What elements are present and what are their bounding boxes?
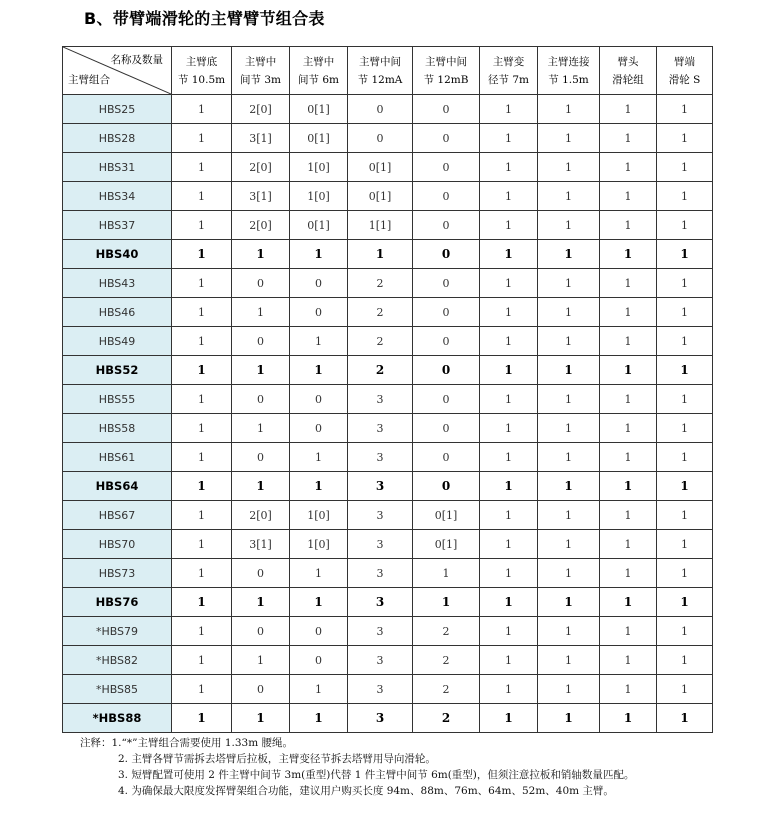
quantity-cell: 1 (538, 182, 600, 211)
quantity-cell: 1 (172, 356, 232, 385)
quantity-cell: 1 (538, 501, 600, 530)
quantity-cell: 1 (232, 472, 290, 501)
quantity-cell: 1 (172, 385, 232, 414)
quantity-cell: 1 (232, 588, 290, 617)
quantity-cell: 1 (480, 588, 538, 617)
header-row (63, 47, 713, 95)
quantity-cell: 1 (600, 211, 657, 240)
quantity-cell: 3 (348, 443, 413, 472)
quantity-cell: 0[1] (290, 211, 348, 240)
model-cell: HBS28 (63, 124, 172, 153)
quantity-cell: 1 (538, 704, 600, 733)
column-header (600, 47, 657, 95)
quantity-cell: 1 (172, 675, 232, 704)
quantity-cell: 0[1] (413, 530, 480, 559)
corner-label-top: 名称及数量 (110, 54, 163, 66)
quantity-cell: 1 (538, 356, 600, 385)
column-header-line2: 径节 7m (488, 73, 529, 86)
quantity-cell: 1 (480, 443, 538, 472)
quantity-cell: 1 (657, 559, 713, 588)
quantity-cell: 1 (657, 675, 713, 704)
table-row (63, 414, 713, 443)
quantity-cell: 2 (413, 675, 480, 704)
table-row (63, 617, 713, 646)
quantity-cell: 1 (538, 414, 600, 443)
note-line: 2. 主臂各臂节需拆去塔臂后拉板，主臂变径节拆去塔臂用导向滑轮。 (118, 753, 436, 765)
quantity-cell: 0[1] (348, 153, 413, 182)
quantity-cell: 1[0] (290, 182, 348, 211)
quantity-cell: 3 (348, 414, 413, 443)
quantity-cell: 1 (538, 269, 600, 298)
quantity-cell: 1 (600, 588, 657, 617)
column-header (232, 47, 290, 95)
quantity-cell: 3 (348, 617, 413, 646)
model-cell: HBS49 (63, 327, 172, 356)
quantity-cell: 1 (172, 704, 232, 733)
column-header-line2: 间节 6m (298, 73, 339, 86)
quantity-cell: 1 (600, 240, 657, 269)
quantity-cell: 0 (290, 385, 348, 414)
column-header-line2: 滑轮 S (668, 73, 701, 86)
quantity-cell: 1 (600, 124, 657, 153)
quantity-cell: 1 (657, 269, 713, 298)
quantity-cell: 1 (232, 240, 290, 269)
table-row (63, 327, 713, 356)
quantity-cell: 1 (657, 298, 713, 327)
quantity-cell: 1 (538, 385, 600, 414)
quantity-cell: 0 (413, 327, 480, 356)
quantity-cell: 2[0] (232, 153, 290, 182)
quantity-cell: 1 (538, 327, 600, 356)
quantity-cell: 1 (657, 501, 713, 530)
quantity-cell: 1 (480, 501, 538, 530)
quantity-cell: 1 (172, 443, 232, 472)
quantity-cell: 1 (600, 269, 657, 298)
column-header-line1: 主臂中 (244, 55, 277, 68)
quantity-cell: 1 (480, 240, 538, 269)
note-line: 注释：1.“*”主臂组合需要使用 1.33m 腰绳。 (80, 737, 294, 749)
quantity-cell: 0 (232, 269, 290, 298)
quantity-cell: 1 (172, 327, 232, 356)
quantity-cell: 0[1] (348, 182, 413, 211)
quantity-cell: 2 (348, 356, 413, 385)
quantity-cell: 1 (413, 588, 480, 617)
quantity-cell: 1 (348, 240, 413, 269)
table-row (63, 646, 713, 675)
quantity-cell: 0 (232, 385, 290, 414)
model-cell: HBS40 (63, 240, 172, 269)
column-header (172, 47, 232, 95)
note-line: 4. 为确保最大限度发挥臂架组合功能，建议用户购买长度 94m、88m、76m、64m、52m、40m 主臂。 (118, 785, 614, 797)
quantity-cell: 2 (413, 646, 480, 675)
quantity-cell: 1 (657, 617, 713, 646)
quantity-cell: 1 (480, 617, 538, 646)
quantity-cell: 3 (348, 559, 413, 588)
table-row (63, 472, 713, 501)
quantity-cell: 0 (413, 356, 480, 385)
quantity-cell: 1 (232, 414, 290, 443)
quantity-cell: 1 (290, 675, 348, 704)
quantity-cell: 1 (657, 95, 713, 124)
quantity-cell: 3[1] (232, 124, 290, 153)
quantity-cell: 1 (172, 182, 232, 211)
quantity-cell: 0 (232, 327, 290, 356)
table-row (63, 211, 713, 240)
quantity-cell: 1 (290, 704, 348, 733)
page-title: B、带臂端滑轮的主臂臂节组合表 (84, 9, 325, 28)
quantity-cell: 1 (657, 530, 713, 559)
model-cell: HBS61 (63, 443, 172, 472)
corner-label-bottom: 主臂组合 (68, 74, 110, 86)
quantity-cell: 0 (413, 153, 480, 182)
quantity-cell: 1 (657, 704, 713, 733)
column-header-line1: 臂端 (674, 55, 695, 68)
quantity-cell: 1 (172, 269, 232, 298)
model-cell: HBS73 (63, 559, 172, 588)
model-cell: HBS31 (63, 153, 172, 182)
quantity-cell: 1 (538, 124, 600, 153)
model-cell: HBS37 (63, 211, 172, 240)
table-row (63, 153, 713, 182)
quantity-cell: 1 (600, 356, 657, 385)
table-row (63, 124, 713, 153)
model-cell: HBS34 (63, 182, 172, 211)
quantity-cell: 1 (172, 559, 232, 588)
quantity-cell: 1 (538, 646, 600, 675)
quantity-cell: 0 (290, 646, 348, 675)
quantity-cell: 1 (657, 240, 713, 269)
quantity-cell: 1 (172, 298, 232, 327)
quantity-cell: 0[1] (413, 501, 480, 530)
quantity-cell: 1 (290, 559, 348, 588)
corner-header-cell (63, 47, 172, 95)
quantity-cell: 1 (480, 298, 538, 327)
table-row (63, 95, 713, 124)
quantity-cell: 0 (413, 414, 480, 443)
quantity-cell: 1 (172, 414, 232, 443)
quantity-cell: 1 (172, 211, 232, 240)
quantity-cell: 1 (538, 153, 600, 182)
quantity-cell: 1 (172, 472, 232, 501)
quantity-cell: 1 (290, 588, 348, 617)
note-line: 3. 短臂配置可使用 2 件主臂中间节 3m(重型)代替 1 件主臂中间节 6m(重型)，但须注意拉板和销轴数量匹配。 (118, 769, 635, 781)
model-cell: HBS70 (63, 530, 172, 559)
column-header (657, 47, 713, 95)
quantity-cell: 1 (290, 327, 348, 356)
quantity-cell: 1 (480, 704, 538, 733)
quantity-cell: 1 (480, 675, 538, 704)
model-cell: HBS25 (63, 95, 172, 124)
quantity-cell: 1[0] (290, 530, 348, 559)
quantity-cell: 1 (172, 501, 232, 530)
quantity-cell: 0 (348, 95, 413, 124)
quantity-cell: 0 (413, 472, 480, 501)
table-row (63, 675, 713, 704)
quantity-cell: 1 (172, 95, 232, 124)
column-header-line1: 主臂中间 (425, 55, 467, 68)
quantity-cell: 1[0] (290, 153, 348, 182)
table-row (63, 269, 713, 298)
quantity-cell: 1 (172, 646, 232, 675)
quantity-cell: 1 (480, 124, 538, 153)
model-cell: HBS55 (63, 385, 172, 414)
quantity-cell: 0 (232, 675, 290, 704)
column-header-line1: 主臂连接 (547, 55, 590, 68)
column-header-line1: 主臂中 (302, 55, 335, 68)
quantity-cell: 1 (600, 414, 657, 443)
quantity-cell: 0[1] (290, 95, 348, 124)
quantity-cell: 1 (480, 559, 538, 588)
column-header-line1: 主臂底 (185, 55, 218, 68)
quantity-cell: 1[0] (290, 501, 348, 530)
quantity-cell: 1 (480, 95, 538, 124)
column-header (538, 47, 600, 95)
quantity-cell: 1 (480, 530, 538, 559)
quantity-cell: 0 (413, 385, 480, 414)
table-row (63, 704, 713, 733)
quantity-cell: 0 (413, 182, 480, 211)
quantity-cell: 1 (538, 675, 600, 704)
quantity-cell: 0 (413, 95, 480, 124)
quantity-cell: 1 (480, 327, 538, 356)
table-row (63, 356, 713, 385)
quantity-cell: 3[1] (232, 530, 290, 559)
column-header-line1: 主臂变 (492, 55, 525, 68)
quantity-cell: 1 (172, 124, 232, 153)
quantity-cell: 1 (538, 559, 600, 588)
quantity-cell: 1 (600, 182, 657, 211)
model-cell: *HBS85 (63, 675, 172, 704)
table-row (63, 443, 713, 472)
quantity-cell: 0 (413, 298, 480, 327)
table-row (63, 385, 713, 414)
quantity-cell: 1 (657, 153, 713, 182)
quantity-cell: 2 (348, 298, 413, 327)
column-header (413, 47, 480, 95)
quantity-cell: 0 (290, 414, 348, 443)
quantity-cell: 1 (172, 153, 232, 182)
table-row (63, 530, 713, 559)
quantity-cell: 2[0] (232, 211, 290, 240)
quantity-cell: 3 (348, 646, 413, 675)
quantity-cell: 1 (657, 472, 713, 501)
column-header-line1: 臂头 (617, 55, 639, 68)
quantity-cell: 1 (538, 240, 600, 269)
column-header-line2: 节 10.5m (177, 73, 226, 86)
column-header-line2: 节 12mB (423, 73, 469, 86)
quantity-cell: 1 (538, 530, 600, 559)
column-header (480, 47, 538, 95)
quantity-cell: 1 (480, 646, 538, 675)
model-cell: HBS43 (63, 269, 172, 298)
quantity-cell: 1 (600, 646, 657, 675)
quantity-cell: 1 (657, 356, 713, 385)
table-row (63, 182, 713, 211)
quantity-cell: 0 (348, 124, 413, 153)
table-row (63, 559, 713, 588)
quantity-cell: 0 (413, 211, 480, 240)
column-header-line2: 间节 3m (240, 73, 281, 86)
quantity-cell: 1 (657, 385, 713, 414)
quantity-cell: 3 (348, 530, 413, 559)
quantity-cell: 1 (480, 385, 538, 414)
column-header-line1: 主臂中间 (359, 55, 401, 68)
quantity-cell: 3 (348, 472, 413, 501)
quantity-cell: 1 (538, 95, 600, 124)
column-header-line2: 滑轮组 (612, 73, 644, 86)
quantity-cell: 1 (538, 443, 600, 472)
quantity-cell: 1 (480, 356, 538, 385)
quantity-cell: 1 (600, 704, 657, 733)
quantity-cell: 1 (172, 617, 232, 646)
quantity-cell: 1 (600, 530, 657, 559)
quantity-cell: 1 (600, 153, 657, 182)
quantity-cell: 1 (657, 588, 713, 617)
quantity-cell: 1 (600, 501, 657, 530)
quantity-cell: 1 (600, 298, 657, 327)
quantity-cell: 1 (290, 240, 348, 269)
quantity-cell: 0 (413, 269, 480, 298)
quantity-cell: 0 (232, 443, 290, 472)
quantity-cell: 0[1] (290, 124, 348, 153)
quantity-cell: 2 (348, 269, 413, 298)
quantity-cell: 1 (657, 414, 713, 443)
quantity-cell: 0 (290, 298, 348, 327)
quantity-cell: 1 (290, 356, 348, 385)
quantity-cell: 1 (232, 298, 290, 327)
quantity-cell: 0 (232, 617, 290, 646)
quantity-cell: 3[1] (232, 182, 290, 211)
quantity-cell: 1 (600, 617, 657, 646)
quantity-cell: 1 (172, 530, 232, 559)
quantity-cell: 0 (290, 617, 348, 646)
quantity-cell: 2[0] (232, 501, 290, 530)
column-header (348, 47, 413, 95)
model-cell: *HBS79 (63, 617, 172, 646)
quantity-cell: 2[0] (232, 95, 290, 124)
quantity-cell: 1 (600, 675, 657, 704)
quantity-cell: 0 (413, 124, 480, 153)
quantity-cell: 1 (232, 704, 290, 733)
quantity-cell: 2 (348, 327, 413, 356)
quantity-cell: 1 (600, 95, 657, 124)
quantity-cell: 1 (657, 182, 713, 211)
quantity-cell: 1 (538, 617, 600, 646)
quantity-cell: 1 (538, 298, 600, 327)
quantity-cell: 1 (657, 211, 713, 240)
quantity-cell: 2 (413, 704, 480, 733)
quantity-cell: 3 (348, 501, 413, 530)
quantity-cell: 1 (600, 443, 657, 472)
quantity-cell: 1 (600, 472, 657, 501)
model-cell: HBS52 (63, 356, 172, 385)
quantity-cell: 1 (600, 559, 657, 588)
quantity-cell: 1 (480, 153, 538, 182)
quantity-cell: 1 (413, 559, 480, 588)
quantity-cell: 3 (348, 385, 413, 414)
quantity-cell: 3 (348, 704, 413, 733)
model-cell: HBS76 (63, 588, 172, 617)
table-row (63, 298, 713, 327)
quantity-cell: 0 (232, 559, 290, 588)
table-body (63, 95, 713, 733)
quantity-cell: 1 (657, 124, 713, 153)
quantity-cell: 1 (657, 443, 713, 472)
quantity-cell: 1 (232, 356, 290, 385)
quantity-cell: 1 (600, 327, 657, 356)
quantity-cell: 1 (538, 588, 600, 617)
quantity-cell: 1 (290, 443, 348, 472)
table-row (63, 240, 713, 269)
quantity-cell: 1 (538, 211, 600, 240)
combination-table (62, 46, 713, 733)
quantity-cell: 1 (657, 646, 713, 675)
table-row (63, 501, 713, 530)
notes-section (80, 735, 634, 799)
quantity-cell: 1 (480, 472, 538, 501)
model-cell: HBS58 (63, 414, 172, 443)
quantity-cell: 1 (480, 414, 538, 443)
quantity-cell: 1 (480, 269, 538, 298)
model-cell: *HBS88 (63, 704, 172, 733)
column-header-line2: 节 12mA (357, 73, 403, 86)
quantity-cell: 1 (172, 588, 232, 617)
model-cell: HBS67 (63, 501, 172, 530)
quantity-cell: 0 (413, 443, 480, 472)
quantity-cell: 3 (348, 588, 413, 617)
quantity-cell: 1 (290, 472, 348, 501)
quantity-cell: 1 (480, 182, 538, 211)
quantity-cell: 1 (538, 472, 600, 501)
quantity-cell: 1 (657, 327, 713, 356)
quantity-cell: 1[1] (348, 211, 413, 240)
quantity-cell: 0 (413, 240, 480, 269)
model-cell: *HBS82 (63, 646, 172, 675)
column-header-line2: 节 1.5m (548, 73, 589, 86)
quantity-cell: 3 (348, 675, 413, 704)
quantity-cell: 0 (290, 269, 348, 298)
model-cell: HBS46 (63, 298, 172, 327)
quantity-cell: 2 (413, 617, 480, 646)
quantity-cell: 1 (172, 240, 232, 269)
column-header (290, 47, 348, 95)
quantity-cell: 1 (600, 385, 657, 414)
quantity-cell: 1 (232, 646, 290, 675)
model-cell: HBS64 (63, 472, 172, 501)
quantity-cell: 1 (480, 211, 538, 240)
table-row (63, 588, 713, 617)
